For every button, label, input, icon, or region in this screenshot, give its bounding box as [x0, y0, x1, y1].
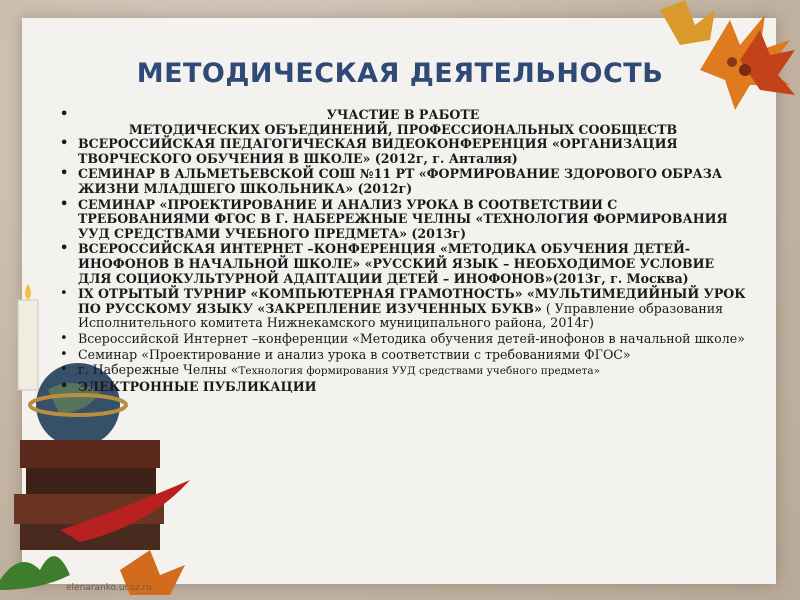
list-item-small-text: Технология формирования УУД средствами учебного предмета» [238, 365, 601, 378]
list-item-text: ( Управление образования Исполнительного комитета Нижнекамского муниципального района, 2014г) [78, 300, 724, 331]
heading-line-2: МЕТОДИЧЕСКИХ ОБЪЕДИНЕНИЙ, ПРОФЕССИОНАЛЬНЫХ СООБЩЕСТВ [128, 121, 678, 137]
list-item: • ВСЕРОССИЙСКАЯ ПЕДАГОГИЧЕСКАЯ ВИДЕОКОНФЕРЕНЦИЯ «ОРГАНИЗАЦИЯ ТВОРЧЕСКОГО ОБУЧЕНИЯ В ШКОЛЕ» (2012г, г. Анталия) [58, 137, 748, 166]
heading-line-1-text: УЧАСТИЕ В РАБОТЕ [326, 107, 480, 122]
list-item: • СЕМИНАР «ПРОЕКТИРОВАНИЕ И АНАЛИЗ УРОКА В СООТВЕТСТВИИ С ТРЕБОВАНИЯМИ ФГОС В Г. НАБЕРЕЖНЫЕ ЧЕЛНЫ «ТЕХНОЛОГИЯ ФОРМИРОВАНИЯ УУД СРЕДСТВАМИ УЧЕБНОГО ПРЕДМЕТА» (2013г) [58, 198, 748, 242]
heading-line-1 [58, 108, 748, 123]
content-list [58, 108, 748, 395]
page-title: МЕТОДИЧЕСКАЯ ДЕЯТЕЛЬНОСТЬ [136, 58, 664, 89]
list-item [58, 287, 748, 331]
list-item-text: г. Набережные Челны « [78, 362, 239, 378]
list-item: • Всероссийской Интернет –конференции «Методика обучения детей-инофонов в начальной школе» [58, 332, 748, 347]
list-item [58, 363, 748, 379]
list-item: • ВСЕРОССИЙСКАЯ ИНТЕРНЕТ –КОНФЕРЕНЦИЯ «МЕТОДИКА ОБУЧЕНИЯ ДЕТЕЙ-ИНОФОНОВ В НАЧАЛЬНОЙ ШКОЛЕ» «РУССКИЙ ЯЗЫК – НЕОБХОДИМОЕ УСЛОВИЕ ДЛЯ СОЦИОКУЛЬТУРНОЙ АДАПТАЦИИ ДЕТЕЙ – ИНОФОНОВ»(2013г, г. Москва) [58, 242, 748, 286]
list-item: • ЭЛЕКТРОННЫЕ ПУБЛИКАЦИИ [58, 380, 748, 395]
list-item-bold-text: IX ОТРЫТЫЙ ТУРНИР «КОМПЬЮТЕРНАЯ ГРАМОТНОСТЬ» «МУЛЬТИМЕДИЙНЫЙ УРОК ПО РУССКОМУ ЯЗЫКУ «ЗАКРЕПЛЕНИЕ ИЗУЧЕННЫХ БУКВ» [78, 286, 746, 316]
list-item: • Семинар «Проектирование и анализ урока в соответствии с требованиями ФГОС» [58, 348, 748, 363]
footer-site: elenaranko.ucoz.ru [66, 583, 152, 593]
list-item: • СЕМИНАР В АЛЬМЕТЬЕВСКОЙ СОШ №11 РТ «ФОРМИРОВАНИЕ ЗДОРОВОГО ОБРАЗА ЖИЗНИ МЛАДШЕГО ШКОЛЬНИКА» (2012г) [58, 167, 748, 196]
